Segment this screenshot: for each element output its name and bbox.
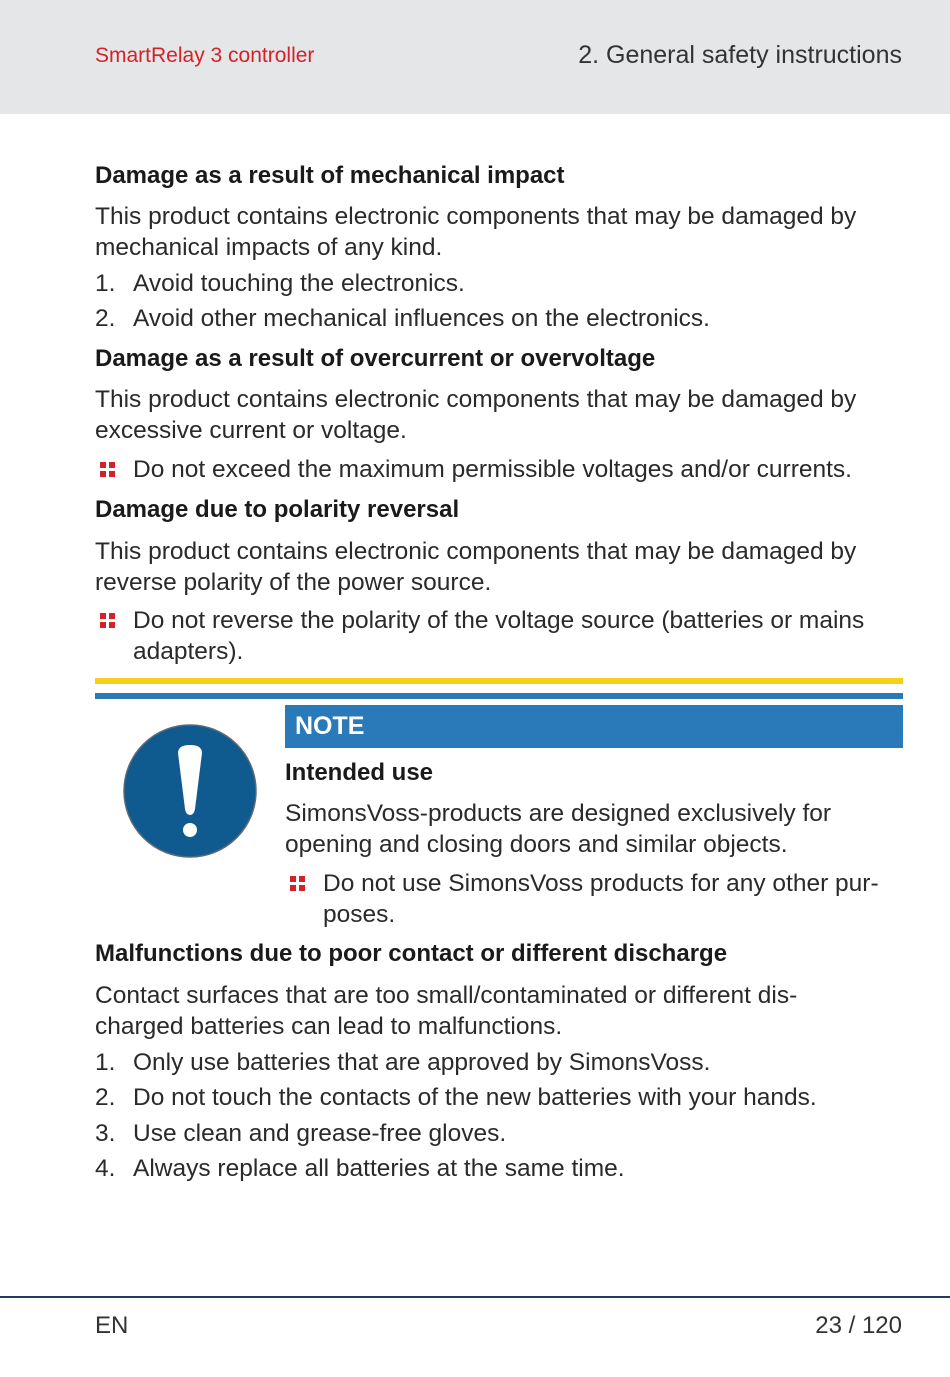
page-number: 23 / 120 bbox=[815, 1312, 902, 1339]
list-number: 3. bbox=[95, 1120, 116, 1147]
exclamation-icon bbox=[122, 723, 258, 859]
section-text-polarity: This product contains electronic components that may be damaged by reverse polarity of the power source. bbox=[95, 538, 857, 596]
list-text: Do not touch the contacts of the new batteries with your hands. bbox=[133, 1084, 817, 1111]
list-text: Avoid touching the electronics. bbox=[133, 270, 465, 297]
section-text-mechanical: This product contains electronic components that may be damaged by mechanical impacts of any kind. bbox=[95, 203, 857, 261]
bullet-text: Do not reverse the polarity of the voltage source (batteries or mains adapters). bbox=[133, 607, 865, 665]
footer-divider bbox=[0, 1296, 950, 1298]
list-number: 1. bbox=[95, 1049, 116, 1076]
list-text: Always replace all batteries at the same time. bbox=[133, 1155, 625, 1182]
section-title-polarity: Damage due to polarity reversal bbox=[95, 496, 460, 523]
note-title: Intended use bbox=[285, 759, 434, 786]
bullet-text: Do not use SimonsVoss products for any other pur-poses. bbox=[323, 870, 879, 928]
red-squares-bullet-icon bbox=[290, 876, 306, 892]
list-text: Only use batteries that are approved by SimonsVoss. bbox=[133, 1049, 711, 1076]
red-squares-bullet-icon bbox=[100, 613, 116, 629]
divider-yellow bbox=[95, 678, 903, 684]
section-title-mechanical: Damage as a result of mechanical impact bbox=[95, 162, 565, 189]
list-number: 4. bbox=[95, 1155, 116, 1182]
product-name: SmartRelay 3 controller bbox=[95, 44, 315, 67]
red-squares-bullet-icon bbox=[100, 462, 116, 478]
section-text-malfunctions: Contact surfaces that are too small/contaminated or different dis-charged batteries can lead to malfunctions. bbox=[95, 982, 798, 1040]
section-title-overcurrent: Damage as a result of overcurrent or overvoltage bbox=[95, 345, 656, 372]
chapter-title: 2. General safety instructions bbox=[578, 41, 902, 69]
note-label: NOTE bbox=[285, 705, 903, 748]
note-text: SimonsVoss-products are designed exclusively for opening and closing doors and similar objects. bbox=[285, 800, 832, 858]
list-number: 2. bbox=[95, 305, 116, 332]
section-text-overcurrent: This product contains electronic components that may be damaged by excessive current or voltage. bbox=[95, 386, 857, 444]
list-text: Use clean and grease-free gloves. bbox=[133, 1120, 507, 1147]
divider-blue bbox=[95, 693, 903, 699]
bullet-text: Do not exceed the maximum permissible voltages and/or currents. bbox=[133, 456, 852, 483]
section-title-malfunctions: Malfunctions due to poor contact or different discharge bbox=[95, 940, 728, 967]
page-header bbox=[0, 0, 950, 114]
list-number: 2. bbox=[95, 1084, 116, 1111]
list-number: 1. bbox=[95, 270, 116, 297]
footer-language: EN bbox=[95, 1312, 129, 1339]
list-text: Avoid other mechanical influences on the electronics. bbox=[133, 305, 710, 332]
